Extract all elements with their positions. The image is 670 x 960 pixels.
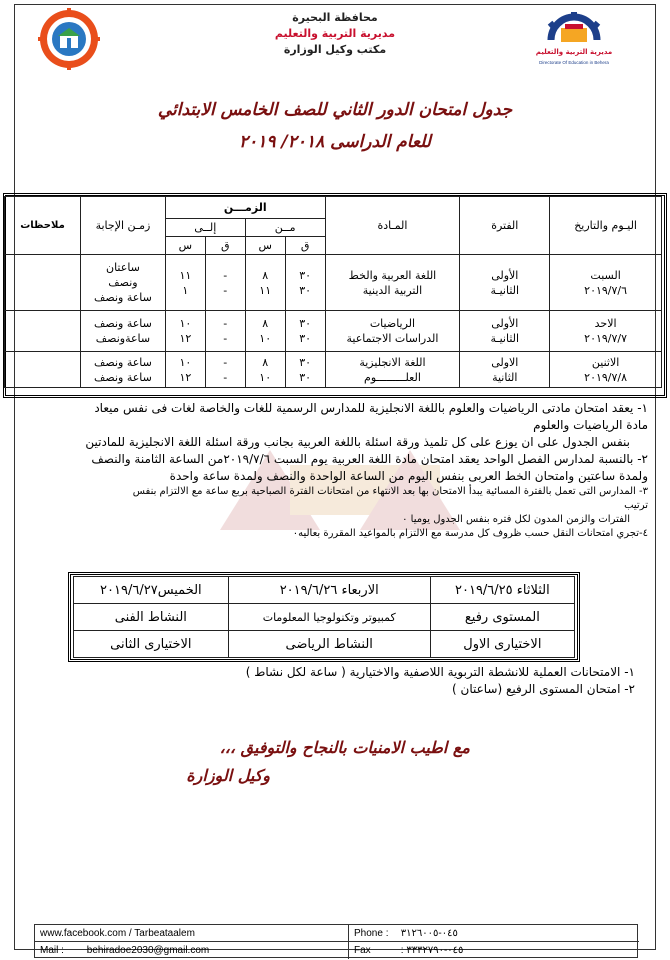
- answer-time: [81, 255, 166, 311]
- to-s: [165, 352, 205, 388]
- answer-line-2: ساعةونصف: [95, 332, 151, 345]
- row-notes: [5, 311, 81, 352]
- from-q-second: ٣٠: [299, 332, 312, 345]
- note-4: ٤-تجري امتحانات النقل حسب ظروف كل مدرسة مع الالتزام بالمواعيد المقررة بعاليه٠: [292, 528, 648, 539]
- row-period: [460, 255, 550, 311]
- from-s-second: ١٠: [259, 370, 272, 384]
- note-3b: ترتيب: [624, 500, 648, 511]
- footer-fax: [349, 942, 639, 959]
- logo-right-subtext: Directorate Of Education in Behera: [539, 60, 609, 65]
- answer-line-2: ساعة ونصف: [94, 370, 152, 384]
- header-answer-time: زمـن الإجابة: [81, 197, 166, 255]
- from-s-first: ٨: [262, 268, 269, 282]
- row-notes: [5, 352, 81, 388]
- footer-facebook[interactable]: www.facebook.com / Tarbeataalem: [35, 925, 349, 942]
- from-q-first: ٣٠: [299, 355, 312, 369]
- mail-value[interactable]: behiradoe2030@gmail.com: [86, 945, 210, 956]
- closing-wishes: مع اطيب الامنيات بالنجاح والتوفيق ،،،: [219, 738, 470, 757]
- period-first: الاولى: [491, 355, 519, 369]
- activity-header-wednesday: الاربعاء ٢٠١٩/٦/٢٦: [228, 577, 430, 604]
- header-period: الفترة: [460, 197, 550, 255]
- note-1c: بنفس الجدول على ان يوزع على كل تلميذ ورقة اسئلة باللغة العربية بجانب ورقة اسئلة اللغة الانجليزية للمادتين: [85, 435, 630, 449]
- to-q-second: -: [223, 370, 228, 384]
- note-1b: مادة الرياضيات والعلوم: [533, 418, 648, 432]
- header-text: [250, 10, 420, 58]
- footer-mail: [35, 942, 349, 959]
- from-s: [245, 255, 285, 311]
- mail-label: Mail :: [40, 945, 64, 956]
- row-day: الاثنين: [591, 355, 620, 369]
- row-day-date: [550, 311, 662, 352]
- period-second: الثانية: [492, 370, 518, 384]
- row-notes: [5, 255, 81, 311]
- to-q-first: -: [223, 268, 228, 282]
- to-s-first: ١١: [179, 268, 192, 282]
- header-to-s: س: [165, 237, 205, 255]
- activity-cell: النشاط الرياضى: [228, 631, 430, 658]
- activity-cell: المستوى رفيع: [430, 604, 574, 631]
- row-date: ٢٠١٩/٧/٧: [584, 332, 628, 345]
- to-s-first: ١٠: [179, 317, 192, 330]
- header-to: إلــى: [165, 219, 245, 237]
- answer-time: [81, 311, 166, 352]
- to-q: [205, 311, 245, 352]
- answer-line-2: ونصف: [108, 276, 138, 289]
- to-q-first: -: [223, 355, 228, 369]
- subject-second: الدراسات الاجتماعية: [346, 332, 439, 345]
- row-day-date: [550, 255, 662, 311]
- directorate-logo-icon: [535, 10, 613, 76]
- activity-cell: الاختيارى الاول: [430, 631, 574, 658]
- row-period: [460, 311, 550, 352]
- period-second: الثانيـة: [490, 332, 520, 345]
- from-s: [245, 352, 285, 388]
- from-q: [285, 255, 325, 311]
- activity-note-2: ٢- امتحان المستوى الرفيع (ساعتان ): [452, 682, 635, 696]
- to-q-second: -: [223, 332, 228, 345]
- row-date: ٢٠١٩/٧/٦: [584, 283, 628, 297]
- row-date: ٢٠١٩/٧/٨: [584, 370, 628, 384]
- header-notes: ملاحظات: [5, 197, 81, 255]
- footer-phone: [349, 925, 639, 942]
- from-q: [285, 311, 325, 352]
- answer-line-1: ساعتان: [106, 261, 140, 274]
- row-subject: [325, 352, 460, 388]
- table-row: [74, 631, 575, 658]
- subject-first: اللغة العربية والخط: [348, 268, 437, 282]
- note-3a: ٣- المدارس التى تعمل بالفترة المسائية يبدأ الامتحان بها بعد الانتهاء من امتحانات الفترة الصباحية بربع ساعة مع الالتزام بنفس: [132, 486, 648, 497]
- from-s: [245, 311, 285, 352]
- row-day: السبت: [590, 268, 621, 282]
- schedule-table: [4, 196, 662, 388]
- to-q: [205, 352, 245, 388]
- to-s-second: ١٢: [179, 370, 192, 384]
- to-s-second: ١٢: [179, 332, 192, 345]
- activities-table: [73, 576, 575, 658]
- footer: [34, 924, 638, 958]
- from-q-first: ٣٠: [299, 268, 312, 282]
- activity-header-tuesday: الثلاثاء ٢٠١٩/٦/٢٥: [430, 577, 574, 604]
- note-3c: الفترات والزمن المدون لكل فتره بنفس الجدول يوميا ٠: [402, 514, 630, 525]
- closing-signature: وكيل الوزارة: [186, 766, 270, 785]
- note-2a: ٢- بالنسبة لمدارس الفصل الواحد يعقد امتحان مادة اللغة العربية يوم السبت ٢٠١٩/٧/٦من الساعة الثامنة والنصف: [91, 452, 648, 466]
- directorate-label: مديرية التربية والتعليم: [274, 27, 396, 40]
- to-q-first: -: [223, 317, 228, 330]
- from-s-first: ٨: [262, 355, 269, 369]
- activity-note-1: ١- الامتحانات العملية للانشطة التربوية اللاصفية والاختيارية ( ساعة لكل نشاط ): [245, 665, 635, 679]
- table-row: [5, 311, 662, 352]
- fax-label: Fax: [354, 945, 371, 956]
- from-q: [285, 352, 325, 388]
- subject-second: العلـــــــــوم: [364, 370, 421, 384]
- to-q: [205, 255, 245, 311]
- from-q-first: ٣٠: [299, 317, 312, 330]
- header-subject: المـادة: [325, 197, 460, 255]
- period-first: الأولى: [491, 317, 519, 330]
- row-subject: [325, 255, 460, 311]
- header-from-s: س: [245, 237, 285, 255]
- office-label: مكتب وكيل الوزارة: [283, 43, 387, 56]
- table-row: [74, 604, 575, 631]
- governorate-label: محافظة البحيرة: [292, 11, 378, 24]
- phone-label: Phone :: [354, 928, 389, 939]
- row-period: [460, 352, 550, 388]
- to-s: [165, 311, 205, 352]
- activity-cell: كمبيوتر وتكنولوجيا المعلومات: [228, 604, 430, 631]
- activity-header-thursday: الخميس٢٠١٩/٦/٢٧: [74, 577, 229, 604]
- ministry-logo-icon: [38, 8, 100, 70]
- subject-first: الرياضيات: [369, 317, 416, 330]
- activities-notes: [120, 664, 635, 698]
- row-day: الاحد: [594, 317, 617, 330]
- from-q-second: ٣٠: [299, 283, 312, 297]
- phone-value: ٠٤٥-٣١٢٦٠٠٥: [400, 928, 458, 939]
- fax-value: : ٠٤٥-٣٣٣٢٧٩٠: [400, 945, 464, 956]
- subject-first: اللغة الانجليزية: [359, 355, 426, 369]
- subject-second: التربية الدينية: [362, 283, 423, 297]
- row-subject: [325, 311, 460, 352]
- header-day-date: اليـوم والتاريخ: [550, 197, 662, 255]
- note-1a: ١- يعقد امتحان مادتى الرياضيات والعلوم باللغة الانجليزية للمدارس الرسمية للغات والخاصة لغات فى نفس ميعاد: [94, 401, 648, 415]
- answer-time: [81, 352, 166, 388]
- from-s-first: ٨: [262, 317, 269, 330]
- table-row: [5, 352, 662, 388]
- activity-cell: النشاط الفنى: [74, 604, 229, 631]
- table-row: [5, 255, 662, 311]
- header-time: الزمـــن: [165, 197, 325, 219]
- header-from: مــن: [245, 219, 325, 237]
- row-day-date: [550, 352, 662, 388]
- page-subtitle: للعام الدراسى ٢٠١٨/ ٢٠١٩: [239, 132, 431, 152]
- table-row: [74, 577, 575, 604]
- period-first: الأولى: [491, 268, 519, 282]
- to-q-second: -: [223, 283, 228, 297]
- from-q-second: ٣٠: [299, 370, 312, 384]
- answer-line-1: ساعة ونصف: [94, 355, 152, 369]
- period-second: الثانيـة: [490, 283, 520, 297]
- to-s: [165, 255, 205, 311]
- activity-cell: الاختيارى الثانى: [74, 631, 229, 658]
- header-to-q: ق: [205, 237, 245, 255]
- header-from-q: ق: [285, 237, 325, 255]
- page-title: جدول امتحان الدور الثاني للصف الخامس الابتدائي: [157, 100, 513, 120]
- from-s-second: ١٠: [259, 332, 272, 345]
- answer-line-1: ساعة ونصف: [94, 317, 152, 330]
- notes-section: [28, 400, 648, 541]
- from-s-second: ١١: [259, 283, 272, 297]
- answer-line-3: ساعة ونصف: [94, 291, 152, 304]
- note-2b: ولمدة ساعتين وامتحان الخط العربى بنفس اليوم من الساعة الواحدة والنصف ولمدة ساعة واحدة: [169, 469, 648, 483]
- logo-right-text: مديرية التربية والتعليم: [535, 48, 613, 56]
- to-s-first: ١٠: [179, 355, 192, 369]
- to-s-second: ١: [182, 283, 189, 297]
